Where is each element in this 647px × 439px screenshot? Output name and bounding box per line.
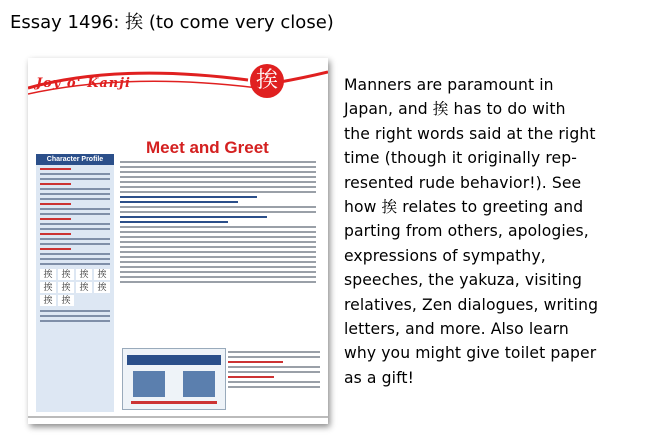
- stroke-cell: 挨: [94, 269, 110, 280]
- stroke-cell: 挨: [76, 269, 92, 280]
- stroke-cell: 挨: [58, 295, 74, 306]
- page-footer: [28, 416, 328, 418]
- kanji-badge: 挨: [250, 64, 284, 98]
- profile-header: Character Profile: [36, 154, 114, 165]
- stroke-cell: 挨: [58, 269, 74, 280]
- stroke-cell: 挨: [40, 282, 56, 293]
- sherlock-holmes-illustration: [122, 348, 226, 410]
- stroke-cell: 挨: [58, 282, 74, 293]
- stroke-cell: 挨: [94, 282, 110, 293]
- stroke-cell: 挨: [40, 269, 56, 280]
- article-body-preview: [120, 158, 316, 286]
- stroke-order-grid: [40, 269, 110, 306]
- essay-description: Manners are paramount in Japan, and 挨 has to do with the right words said at the right time (though it originally rep- resented rude behavior!). See how 挨 relates to greeting and parting from others, apologies, expressions of sympathy, speeches, the yakuza, visiting relatives, Zen dialogues, writing letters, and more. Also learn why you might give toilet paper as a gift!: [344, 76, 599, 387]
- brand-logo: Joy o' Kanji: [36, 76, 131, 91]
- stroke-cell: 挨: [40, 295, 56, 306]
- stroke-cell: 挨: [76, 282, 92, 293]
- sidebar-note: [228, 348, 320, 408]
- essay-thumbnail[interactable]: [28, 58, 328, 424]
- article-headline: Meet and Greet: [146, 138, 269, 157]
- character-profile-panel: [36, 154, 114, 412]
- essay-title: Essay 1496: 挨 (to come very close): [10, 12, 334, 33]
